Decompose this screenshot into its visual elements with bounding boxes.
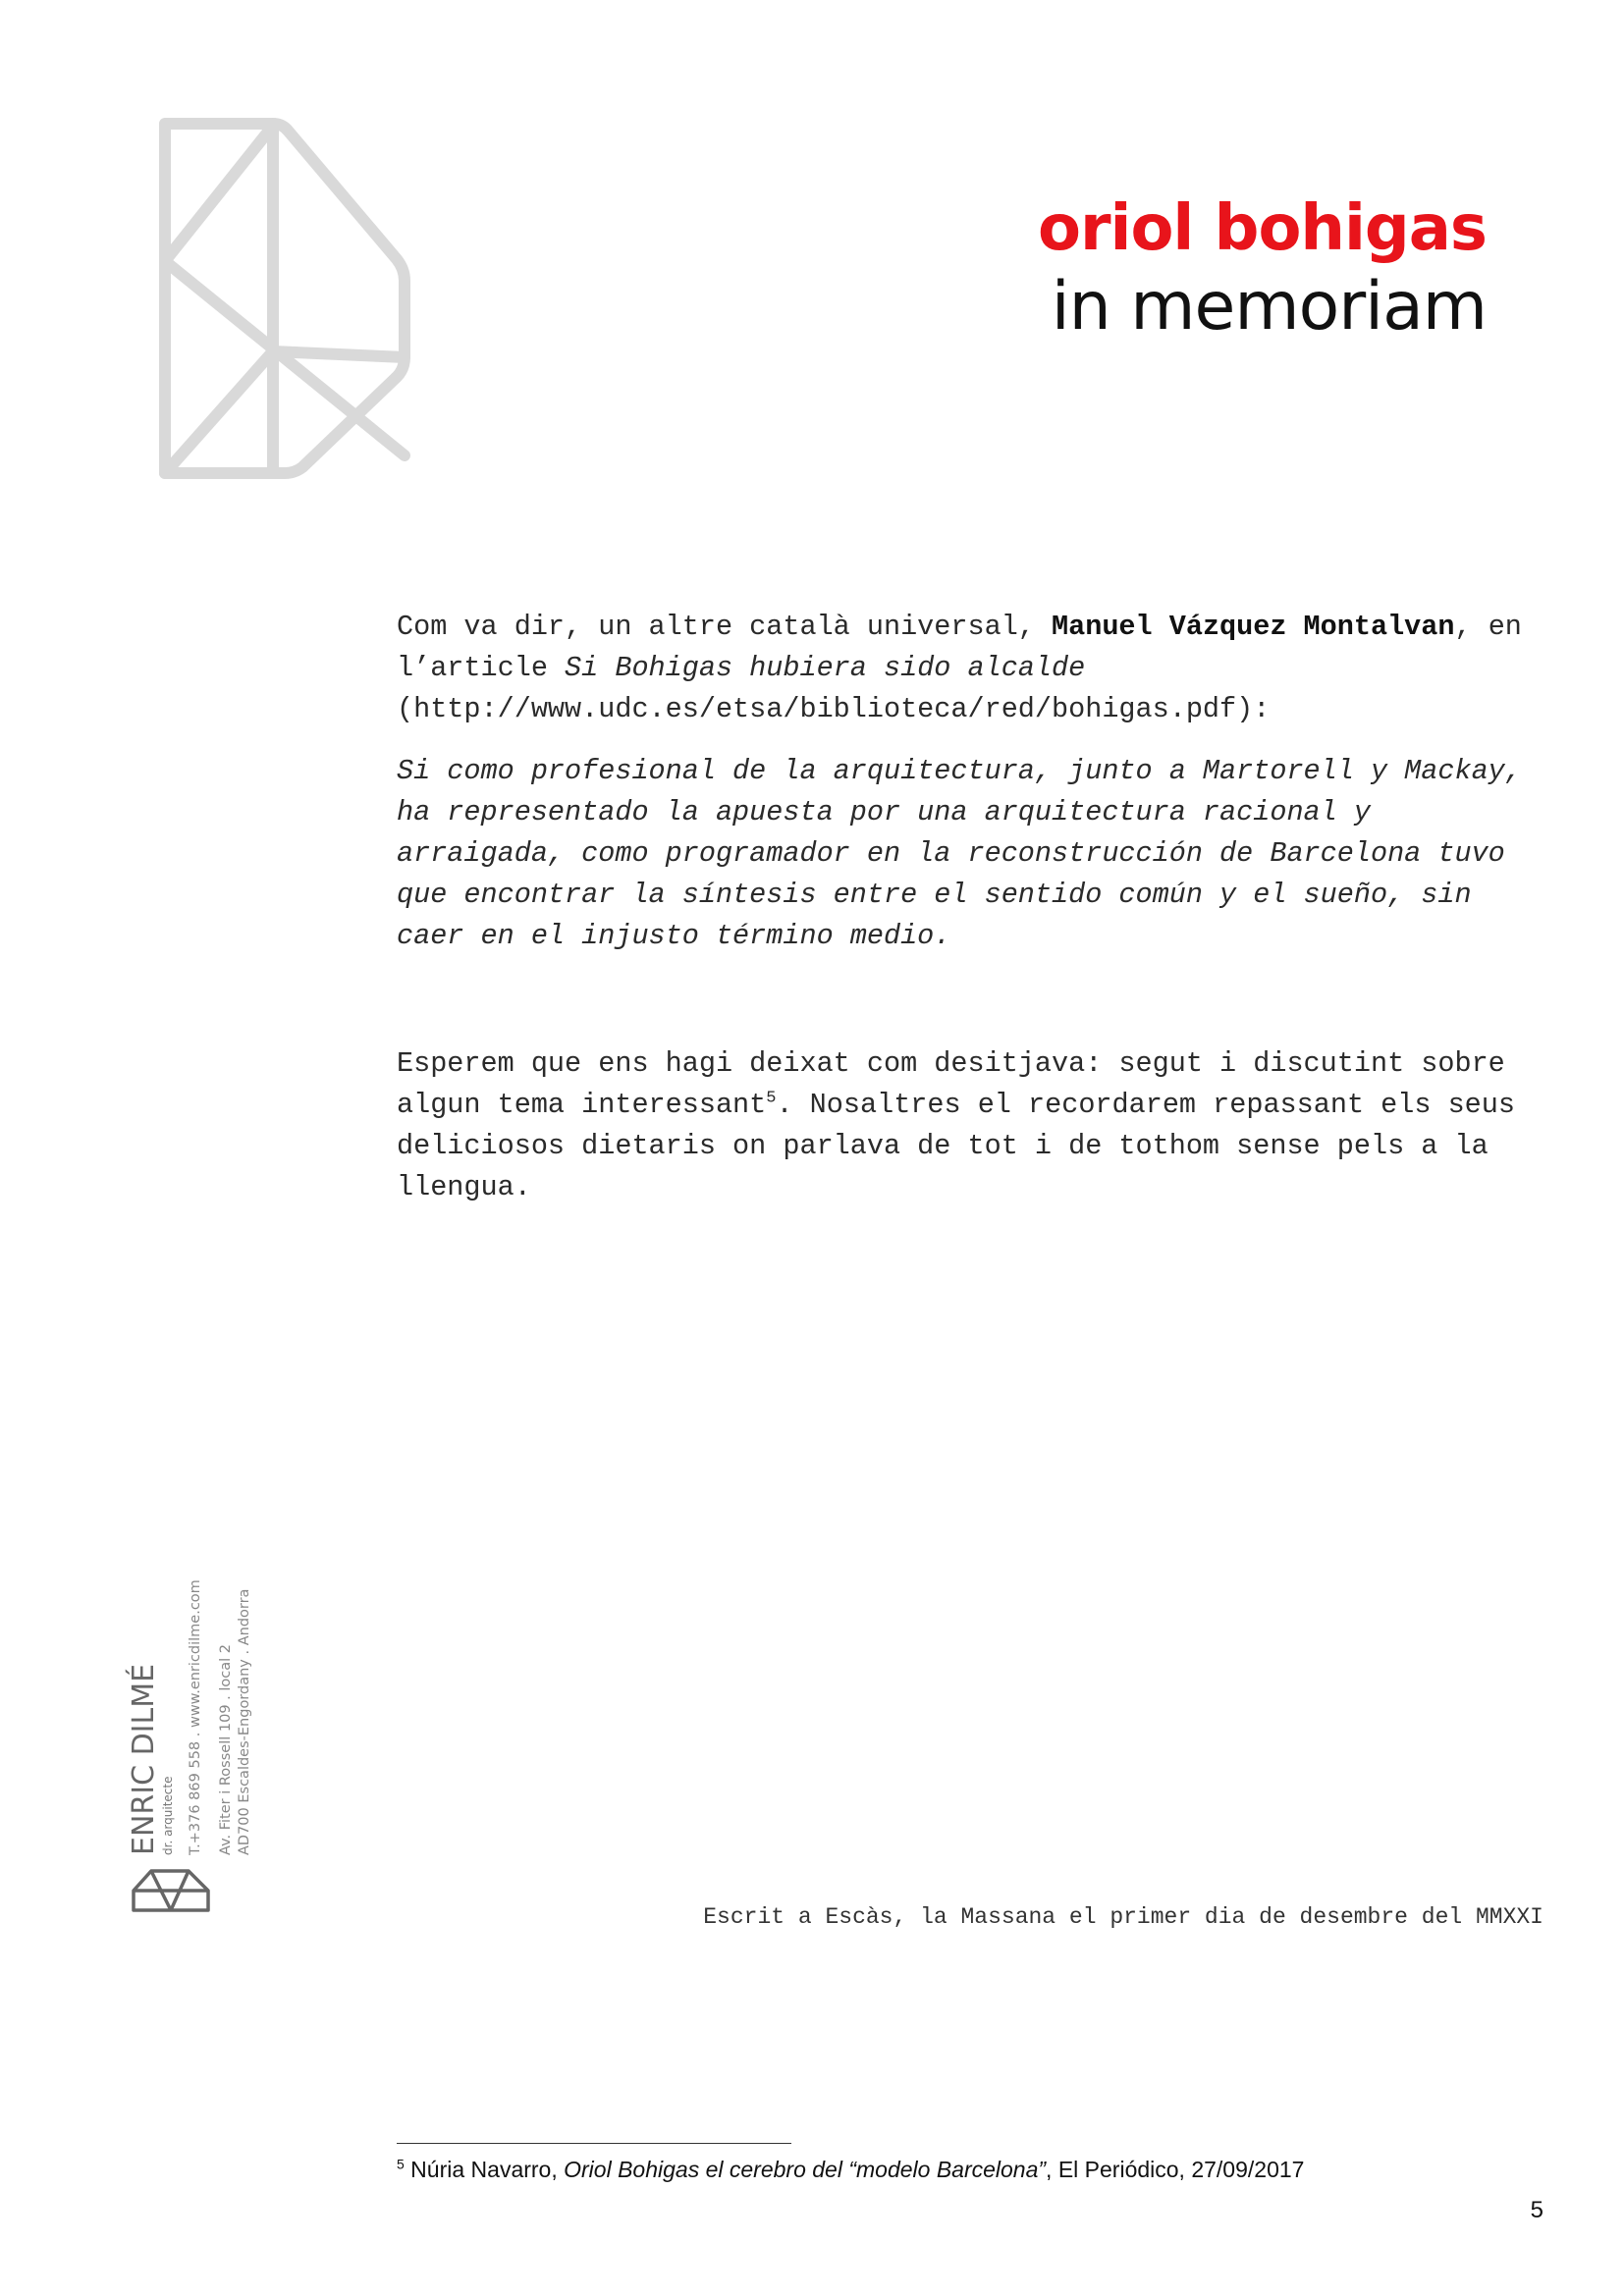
footnote bbox=[397, 2155, 1304, 2184]
house-outline-icon bbox=[130, 1867, 212, 1914]
logo-mark-icon bbox=[157, 116, 412, 481]
closing-paragraph bbox=[397, 1043, 1545, 1208]
firm-contact: T.+376 869 558 . www.enricdilme.com bbox=[188, 1579, 203, 1855]
footnote-divider bbox=[397, 2143, 791, 2144]
intro-paragraph bbox=[397, 607, 1545, 730]
title-subtitle: in memoriam bbox=[1051, 268, 1487, 346]
firm-letterhead bbox=[128, 1502, 344, 1934]
footnote-work: Oriol Bohigas el cerebro del “modelo Barcelona” bbox=[564, 2157, 1047, 2182]
article-title: Si Bohigas hubiera sido alcalde bbox=[565, 652, 1086, 684]
closing-text-1: Esperem que ens hagi deixat com desitjava: segut i discutint sobre algun tema interessant bbox=[397, 1047, 1505, 1121]
article-url: (http://www.udc.es/etsa/biblioteca/red/bohigas.pdf): bbox=[397, 693, 1271, 725]
footnote-author: Núria Navarro, bbox=[404, 2157, 565, 2182]
signature-line: Escrit a Escàs, la Massana el primer dia de desembre del MMXXI bbox=[703, 1904, 1543, 1930]
firm-subtitle: dr. arquitecte bbox=[161, 1776, 175, 1855]
firm-name: ENRIC DILMÉ bbox=[127, 1663, 161, 1855]
footnote-reference: 5 bbox=[766, 1089, 777, 1108]
closing-text-2: . Nosaltres el recordarem repassant els seus deliciosos dietaris on parlava de tot i de tothom sense pels a la llengua. bbox=[397, 1089, 1515, 1203]
page-number: 5 bbox=[1530, 2197, 1543, 2223]
firm-address-line2: AD700 Escaldes-Engordany . Andorra bbox=[237, 1588, 252, 1855]
title-block bbox=[1038, 191, 1487, 348]
footnote-number: 5 bbox=[397, 2156, 405, 2172]
author-name: Manuel Vázquez Montalvan bbox=[1052, 611, 1455, 643]
intro-text-1: Com va dir, un altre català universal, bbox=[397, 611, 1053, 643]
footnote-source: , El Periódico, 27/09/2017 bbox=[1046, 2157, 1305, 2182]
quote-paragraph: Si como profesional de la arquitectura, junto a Martorell y Mackay, ha representado la apuesta por una arquitectura racional y arraigada, como programador en la reconstrucción de Barcelona tuvo que encontrar la síntesis entre el sentido común y el sueño, sin caer en el injusto término medio. bbox=[397, 755, 1522, 952]
intro-text-2: , en l’article bbox=[397, 611, 1522, 684]
title-name: oriol bohigas bbox=[1037, 192, 1487, 265]
firm-details bbox=[128, 1502, 254, 1855]
firm-address-line1: Av. Fiter i Rossell 109 . local 2 bbox=[218, 1644, 234, 1855]
